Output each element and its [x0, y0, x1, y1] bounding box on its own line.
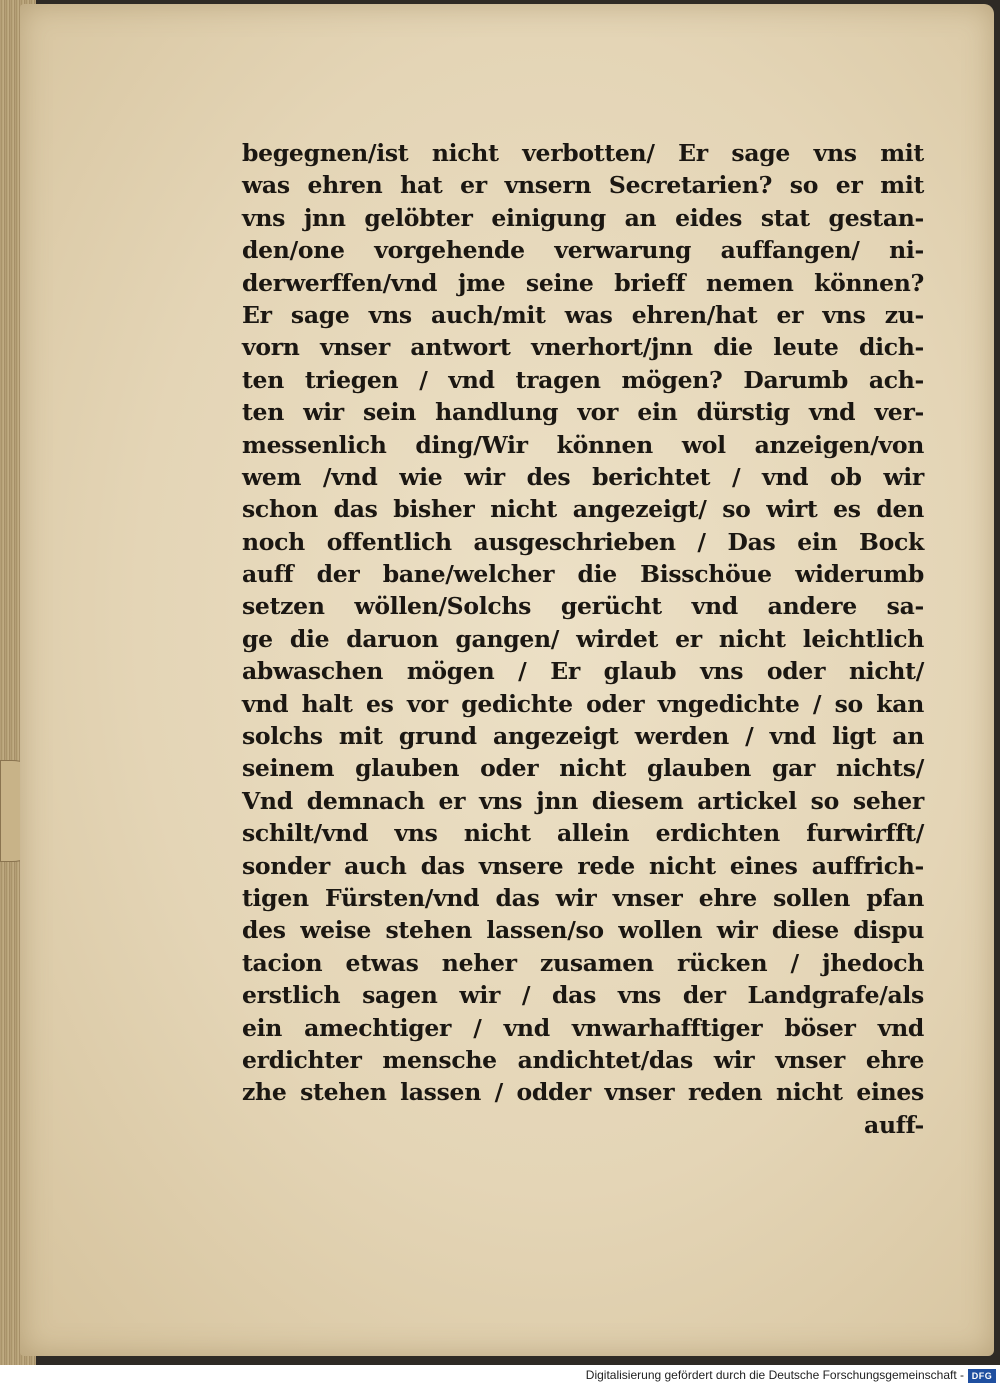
text-line: ten wir sein handlung vor ein dürstig vnd ver-: [242, 398, 924, 427]
footer-bar: [0, 1365, 1000, 1388]
text-line: erstlich sagen wir / das vns der Landgrafe/als: [242, 981, 924, 1010]
text-line: sonder auch das vnsere rede nicht eines auffrich-: [242, 851, 924, 880]
text-line: zhe stehen lassen / odder vnser reden nicht eines: [242, 1078, 924, 1107]
text-line: tigen Fürsten/vnd das wir vnser ehre sollen pfan: [242, 883, 924, 912]
text-line: vns jnn gelöbter einigung an eides stat gestan-: [242, 203, 924, 232]
text-line: begegnen/ist nicht verbotten/ Er sage vns mit: [242, 139, 924, 167]
text-line: vorn vnser antwort vnerhort/jnn die leute dich-: [242, 333, 924, 362]
text-line: messenlich ding/Wir können wol anzeigen/von: [242, 430, 924, 459]
text-line: tacion etwas neher zusamen rücken / jhedoch: [242, 948, 924, 977]
text-line: des weise stehen lassen/so wollen wir diese dispu: [242, 916, 924, 945]
text-line: wem /vnd wie wir des berichtet / vnd ob wir: [242, 462, 924, 491]
text-line: vnd halt es vor gedichte oder vngedichte / so kan: [242, 689, 924, 718]
text-line: den/one vorgehende verwarung auffangen/ ni-: [242, 236, 924, 265]
funding-credit: Digitalisierung gefördert durch die Deutsche Forschungsgemeinschaft -: [585, 1368, 964, 1382]
catchword: auff-: [864, 1110, 924, 1139]
text-line: schilt/vnd vns nicht allein erdichten furwirfft/: [242, 819, 924, 848]
dfg-logo-icon: DFG: [968, 1369, 996, 1383]
text-line: Vnd demnach er vns jnn diesem artickel so seher: [242, 786, 924, 815]
text-line: was ehren hat er vnsern Secretarien? so er mit: [242, 171, 924, 200]
text-line: setzen wöllen/Solchs gerücht vnd andere sa-: [242, 592, 924, 621]
text-line: noch offentlich ausgeschrieben / Das ein Bock: [242, 527, 924, 556]
text-line: ten triegen / vnd tragen mögen? Darumb ach-: [242, 365, 924, 394]
text-line: derwerffen/vnd jme seine brieff nemen können?: [242, 268, 924, 297]
text-line: ge die daruon gangen/ wirdet er nicht leichtlich: [242, 624, 924, 653]
text-line: seinem glauben oder nicht glauben gar nichts/: [242, 754, 924, 783]
text-line: schon das bisher nicht angezeigt/ so wirt es den: [242, 495, 924, 524]
text-line: ein amechtiger / vnd vnwarhafftiger böser vnd: [242, 1013, 924, 1042]
page-text-block: [242, 137, 924, 1141]
text-line: abwaschen mögen / Er glaub vns oder nicht/: [242, 657, 924, 686]
text-line: Er sage vns auch/mit was ehren/hat er vns zu-: [242, 300, 924, 329]
text-line: erdichter mensche andichtet/das wir vnser ehre: [242, 1045, 924, 1074]
text-line: auff der bane/welcher die Bisschöue widerumb: [242, 560, 924, 589]
text-line: solchs mit grund angezeigt werden / vnd ligt an: [242, 722, 924, 751]
